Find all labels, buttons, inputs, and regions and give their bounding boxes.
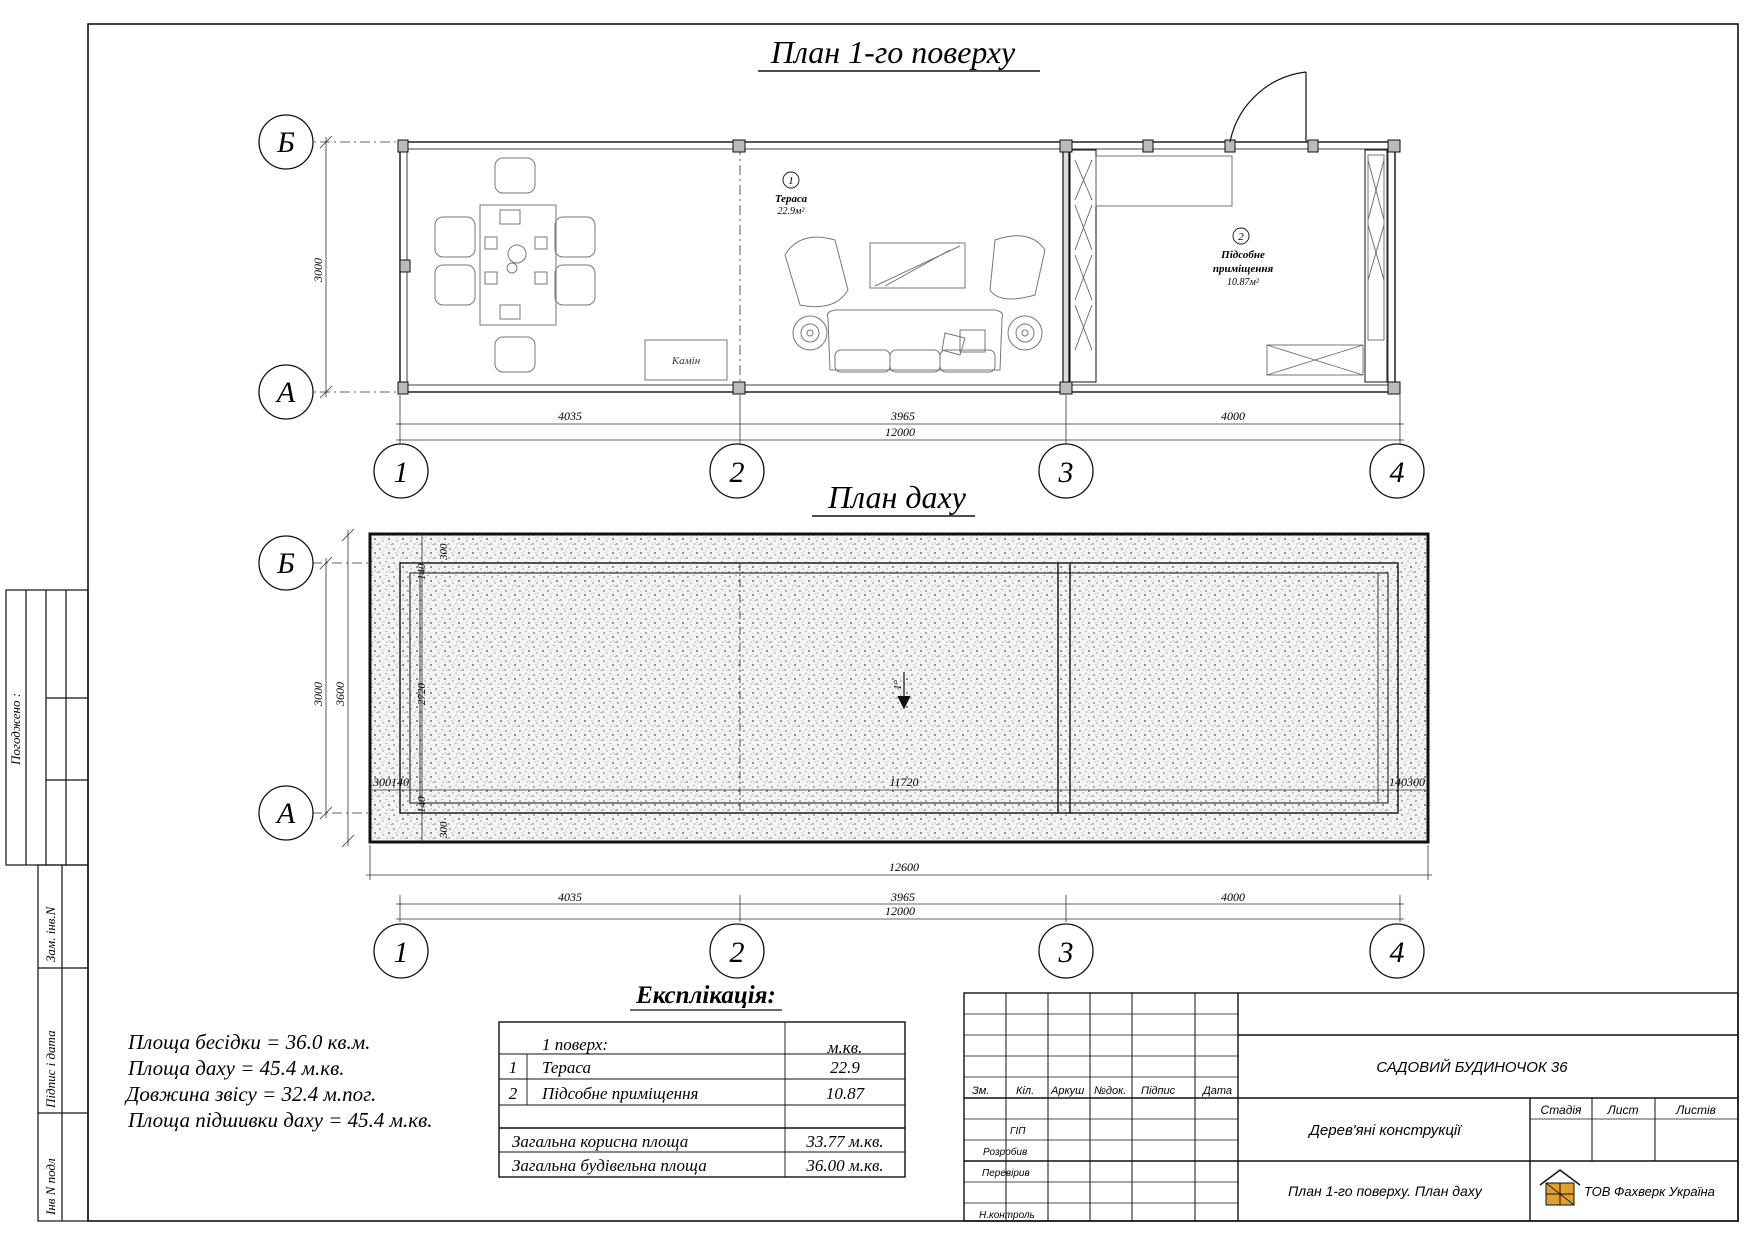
- sign-date-label: Підпис і дата: [43, 1030, 58, 1108]
- floor-axis-bubbles: [259, 115, 313, 419]
- explication-row-2-value: 10.87: [825, 1084, 865, 1103]
- floor-axis-3: 3: [1058, 456, 1074, 489]
- dining-set: [435, 158, 595, 372]
- room-2-label: [1213, 228, 1274, 288]
- roof-axis-2: 2: [729, 936, 745, 969]
- room-1-area: 22.9м²: [777, 206, 805, 217]
- room-1-number: 1: [788, 175, 794, 187]
- summary-line-3: Довжина звісу = 32.4 м.пог.: [126, 1082, 377, 1106]
- floor-dim-2: 3965: [891, 409, 915, 423]
- floor-axis-a: А: [276, 376, 296, 409]
- total-building-label: Загальна будівельна площа: [512, 1156, 707, 1175]
- explication-title: Експлікація:: [636, 982, 776, 1009]
- tb-col-qty: Кіл.: [1016, 1085, 1035, 1097]
- sheet-title: План 1-го поверху. План даху: [1288, 1183, 1482, 1199]
- floor-dim-3: 4000: [1221, 409, 1245, 423]
- room-1-name: Тераса: [774, 193, 808, 205]
- stage-header: Стадія: [1540, 1103, 1582, 1117]
- roof-axis-bubbles: [259, 536, 313, 840]
- roof-axis-b: Б: [277, 547, 295, 580]
- company-logo: [1540, 1170, 1580, 1205]
- roof-dim-3000: 3000: [311, 682, 325, 706]
- tb-role-checked: Перевірив: [982, 1168, 1030, 1179]
- room-2-number: 2: [1238, 231, 1244, 243]
- roof-dim-2720: 2720: [416, 683, 428, 705]
- roof-dim-140-top: 140: [416, 563, 428, 580]
- roof-axis-4: 4: [1389, 936, 1405, 969]
- roof-dim-11720: 11720: [889, 775, 919, 789]
- roof-number-bubbles: [374, 924, 1424, 978]
- company-name: ТОВ Фахверк Україна: [1584, 1184, 1715, 1199]
- tb-col-sign: Підпис: [1141, 1085, 1176, 1097]
- roof-dim-12600: 12600: [889, 860, 919, 874]
- tb-col-change: Зм.: [972, 1085, 990, 1097]
- slope-label: 1°: [892, 680, 904, 690]
- roof-dim-3: 4000: [1221, 890, 1245, 904]
- floor-axis-b: Б: [277, 126, 295, 159]
- roof-dim-right-pair: 140300: [1389, 775, 1425, 789]
- explication-row-1-value: 22.9: [830, 1058, 860, 1077]
- tb-col-doc: №док.: [1094, 1085, 1127, 1097]
- roof-dim-2: 3965: [891, 890, 915, 904]
- room-2-name-line2: приміщення: [1212, 263, 1274, 275]
- total-building-value: 36.00 м.кв.: [806, 1156, 884, 1175]
- inv-label: Інв N подл: [43, 1158, 58, 1215]
- lounge-set: [785, 236, 1045, 372]
- total-useful-label: Загальна корисна площа: [512, 1132, 689, 1151]
- project-name: САДОВИЙ БУДИНОЧОК 36: [1376, 1059, 1568, 1076]
- explication-row-1-n: 1: [508, 1058, 518, 1077]
- floor-axis-4: 4: [1389, 456, 1405, 489]
- roof-axis-3: 3: [1058, 936, 1074, 969]
- floor-axis-1: 1: [393, 456, 409, 489]
- tb-role-norm: Н.контроль: [979, 1210, 1035, 1221]
- roof-dim-300-bottom: 300: [438, 821, 450, 838]
- roof-axis-a: А: [276, 797, 296, 830]
- explication-row-1-name: Тераса: [542, 1058, 591, 1077]
- replaced-inv-label: Зам. інв.N: [43, 906, 58, 962]
- summary-line-1: Площа бесідки = 36.0 кв.м.: [128, 1030, 371, 1054]
- explication-row-2-name: Підсобне приміщення: [542, 1084, 699, 1103]
- tb-col-sheet: Аркуш: [1051, 1085, 1085, 1097]
- tb-role-gip: ГІП: [1010, 1126, 1026, 1137]
- agreed-label: Погоджено :: [8, 692, 23, 765]
- floor-dim-total: 12000: [885, 425, 915, 439]
- summary-line-4: Площа підшивки даху = 45.4 м.кв.: [128, 1108, 433, 1132]
- room-2-area: 10.87м²: [1227, 277, 1259, 288]
- floor-dim-1: 4035: [558, 409, 582, 423]
- roof-dim-140-bottom: 140: [416, 796, 428, 813]
- floor-dim-3000: 3000: [311, 258, 325, 282]
- tb-role-developed: Розробив: [983, 1147, 1028, 1158]
- explication-row-2-n: 2: [508, 1084, 518, 1103]
- sheets-header: Листів: [1676, 1103, 1716, 1117]
- roof-dim-3600: 3600: [333, 682, 347, 706]
- total-useful-value: 33.77 м.кв.: [806, 1132, 884, 1151]
- section-name: Дерев'яні конструкції: [1309, 1122, 1461, 1139]
- door-swing: [1230, 72, 1306, 142]
- explication-header-unit: м.кв.: [827, 1038, 863, 1057]
- roof-dim-1: 4035: [558, 890, 582, 904]
- roof-plan-title: План даху: [828, 479, 966, 515]
- explication-header-label: 1 поверх:: [542, 1035, 609, 1054]
- floor-axis-2: 2: [729, 456, 745, 489]
- room-1-label: [775, 172, 808, 217]
- roof-dim-total: 12000: [885, 904, 915, 918]
- sheet-header: Лист: [1607, 1103, 1639, 1117]
- room-2-name-line1: Підсобне: [1221, 249, 1265, 261]
- roof-dim-left-pair: 300140: [373, 775, 409, 789]
- roof-axis-1: 1: [393, 936, 409, 969]
- tb-col-date: Дата: [1203, 1085, 1233, 1097]
- fireplace: [645, 340, 727, 380]
- summary-line-2: Площа даху = 45.4 м.кв.: [128, 1056, 345, 1080]
- fireplace-label: Камін: [671, 355, 701, 367]
- roof-dim-300-top: 300: [438, 543, 450, 560]
- floor-plan-title: План 1-го поверху: [770, 34, 1016, 70]
- left-stamp: [6, 590, 88, 1221]
